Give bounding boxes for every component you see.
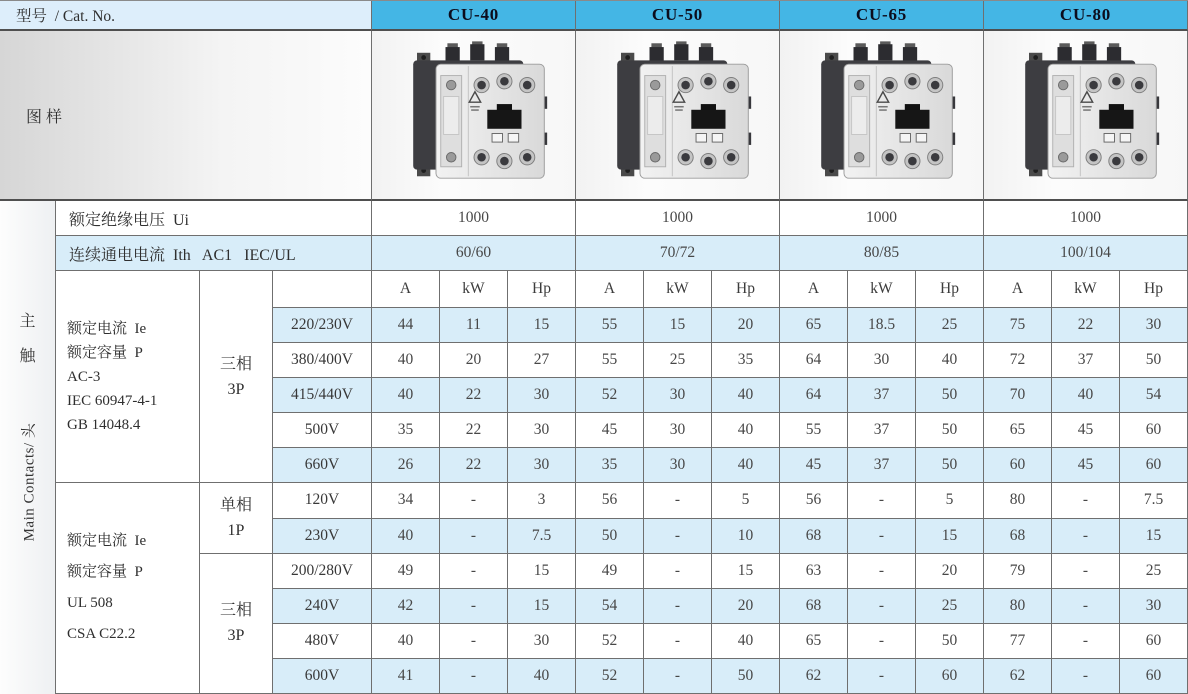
ui-value-cu80: 1000 [984, 201, 1188, 236]
ith-value-cu80: 100/104 [984, 236, 1188, 271]
voltage-label: 415/440V [273, 378, 372, 413]
data-cell: 35 [576, 448, 644, 483]
data-cell: 30 [644, 448, 712, 483]
data-cell: 25 [916, 308, 984, 343]
unit-header: kW [644, 271, 712, 308]
voltage-label: 600V [273, 659, 372, 694]
data-cell: - [1052, 589, 1120, 624]
data-cell: 52 [576, 378, 644, 413]
section-label-line: 额定电流 Ie [67, 533, 147, 550]
phase-cell-3p-ac3 [200, 271, 273, 483]
data-cell: - [440, 554, 508, 589]
data-cell: 20 [440, 343, 508, 378]
data-cell: 34 [372, 483, 440, 518]
phase-name: 三相 [219, 355, 252, 373]
data-cell: 79 [984, 554, 1052, 589]
voltage-label: 380/400V [273, 343, 372, 378]
data-cell: 3 [508, 483, 576, 518]
data-cell: 49 [576, 554, 644, 589]
data-cell: 68 [984, 519, 1052, 554]
data-cell: 50 [1120, 343, 1188, 378]
product-photo-cu50 [576, 31, 780, 201]
section-label-line: 额定容量 P [67, 564, 143, 581]
unit-header: kW [440, 271, 508, 308]
data-cell: 30 [644, 378, 712, 413]
data-cell: 40 [508, 659, 576, 694]
voltage-column-header-empty [273, 271, 372, 308]
data-cell: 60 [984, 448, 1052, 483]
data-cell: 5 [712, 483, 780, 518]
data-cell: - [644, 554, 712, 589]
data-cell: 70 [984, 378, 1052, 413]
data-cell: 20 [916, 554, 984, 589]
data-cell: - [1052, 624, 1120, 659]
data-cell: 22 [1052, 308, 1120, 343]
section-ul-label [56, 483, 200, 694]
data-cell: 26 [372, 448, 440, 483]
unit-header: Hp [916, 271, 984, 308]
voltage-label: 480V [273, 624, 372, 659]
ith-value-cu40: 60/60 [372, 236, 576, 271]
section-label-line: CSA C22.2 [67, 626, 136, 643]
data-cell: 35 [712, 343, 780, 378]
data-cell: 55 [576, 308, 644, 343]
data-cell: - [644, 624, 712, 659]
data-cell: 40 [916, 343, 984, 378]
data-cell: 40 [712, 624, 780, 659]
ui-value-cu65: 1000 [780, 201, 984, 236]
ui-row-label: 额定绝缘电压 Ui [56, 201, 372, 236]
data-cell: 68 [780, 589, 848, 624]
model-header-cu40: CU-40 [372, 1, 576, 31]
data-cell: - [848, 624, 916, 659]
data-cell: 60 [916, 659, 984, 694]
main-contacts-side-label [0, 201, 56, 694]
model-header-cu65: CU-65 [780, 1, 984, 31]
data-cell: 18.5 [848, 308, 916, 343]
section-label-line: GB 14048.4 [67, 416, 141, 433]
data-cell: 22 [440, 448, 508, 483]
data-cell: 40 [372, 378, 440, 413]
contactor-photo-icon [602, 41, 754, 189]
side-char-1: 主 [19, 313, 36, 331]
data-cell: 30 [508, 448, 576, 483]
data-cell: 15 [508, 308, 576, 343]
data-cell: 40 [712, 448, 780, 483]
data-cell: 40 [712, 413, 780, 448]
data-cell: 44 [372, 308, 440, 343]
data-cell: 7.5 [508, 519, 576, 554]
product-photo-cu40 [372, 31, 576, 201]
data-cell: 54 [1120, 378, 1188, 413]
data-cell: 50 [916, 624, 984, 659]
data-cell: - [1052, 483, 1120, 518]
data-cell: 15 [712, 554, 780, 589]
data-cell: 45 [1052, 448, 1120, 483]
phase-poles: 3P [227, 627, 245, 645]
data-cell: - [1052, 554, 1120, 589]
data-cell: 77 [984, 624, 1052, 659]
data-cell: 30 [848, 343, 916, 378]
ith-value-cu50: 70/72 [576, 236, 780, 271]
data-cell: 49 [372, 554, 440, 589]
data-cell: 41 [372, 659, 440, 694]
data-cell: - [848, 519, 916, 554]
data-cell: 22 [440, 378, 508, 413]
ith-value-cu65: 80/85 [780, 236, 984, 271]
section-label-line: AC-3 [67, 368, 101, 385]
unit-header: A [780, 271, 848, 308]
data-cell: 72 [984, 343, 1052, 378]
phase-name: 三相 [219, 602, 252, 620]
voltage-label: 230V [273, 519, 372, 554]
section-label-line: 额定容量 P [67, 344, 143, 361]
data-cell: 54 [576, 589, 644, 624]
side-rotated-text: Main Contacts/ 头 [21, 423, 37, 542]
data-cell: 30 [1120, 589, 1188, 624]
data-cell: 20 [712, 308, 780, 343]
data-cell: - [1052, 659, 1120, 694]
voltage-label: 500V [273, 413, 372, 448]
unit-header: Hp [1120, 271, 1188, 308]
product-photo-cu80 [984, 31, 1188, 201]
unit-header: Hp [712, 271, 780, 308]
data-cell: - [1052, 519, 1120, 554]
data-cell: - [848, 659, 916, 694]
data-cell: - [440, 589, 508, 624]
data-cell: 60 [1120, 448, 1188, 483]
data-cell: 15 [1120, 519, 1188, 554]
data-cell: 40 [372, 624, 440, 659]
data-cell: - [848, 554, 916, 589]
side-rotated-wrap [18, 378, 38, 586]
data-cell: 45 [780, 448, 848, 483]
data-cell: - [644, 519, 712, 554]
data-cell: 15 [508, 554, 576, 589]
unit-header: Hp [508, 271, 576, 308]
data-cell: 25 [644, 343, 712, 378]
product-photo-cu65 [780, 31, 984, 201]
data-cell: 15 [916, 519, 984, 554]
contactor-photo-icon [806, 41, 958, 189]
unit-header: kW [1052, 271, 1120, 308]
data-cell: 25 [916, 589, 984, 624]
picture-row-label: 图 样 [0, 31, 372, 201]
unit-header: A [984, 271, 1052, 308]
data-cell: 50 [712, 659, 780, 694]
data-cell: 45 [576, 413, 644, 448]
data-cell: 63 [780, 554, 848, 589]
model-header-cu80: CU-80 [984, 1, 1188, 31]
data-cell: 80 [984, 483, 1052, 518]
data-cell: 55 [780, 413, 848, 448]
data-cell: - [440, 624, 508, 659]
side-char-2: 触 [19, 348, 36, 366]
data-cell: 22 [440, 413, 508, 448]
data-cell: 50 [916, 448, 984, 483]
data-cell: - [644, 483, 712, 518]
data-cell: 30 [508, 624, 576, 659]
unit-header: kW [848, 271, 916, 308]
ith-row-label: 连续通电电流 Ith AC1 IEC/UL [56, 236, 372, 271]
phase-poles: 3P [227, 380, 245, 398]
phase-name: 单相 [219, 497, 252, 515]
data-cell: 40 [372, 519, 440, 554]
data-cell: 10 [712, 519, 780, 554]
voltage-label: 240V [273, 589, 372, 624]
data-cell: - [440, 519, 508, 554]
section-label-line: IEC 60947-4-1 [67, 392, 158, 409]
data-cell: 56 [576, 483, 644, 518]
catno-header: 型号 / Cat. No. [0, 1, 372, 31]
section-label-line: UL 508 [67, 595, 113, 612]
data-cell: 30 [644, 413, 712, 448]
data-cell: 55 [576, 343, 644, 378]
data-cell: 80 [984, 589, 1052, 624]
contactor-photo-icon [1010, 41, 1162, 189]
data-cell: 56 [780, 483, 848, 518]
data-cell: 15 [508, 589, 576, 624]
data-cell: 15 [644, 308, 712, 343]
data-cell: 65 [780, 624, 848, 659]
data-cell: 35 [372, 413, 440, 448]
data-cell: 52 [576, 659, 644, 694]
ui-value-cu40: 1000 [372, 201, 576, 236]
data-cell: 30 [508, 413, 576, 448]
data-cell: 60 [1120, 624, 1188, 659]
data-cell: 11 [440, 308, 508, 343]
voltage-label: 120V [273, 483, 372, 518]
data-cell: 50 [576, 519, 644, 554]
data-cell: 5 [916, 483, 984, 518]
data-cell: 30 [1120, 308, 1188, 343]
phase-poles: 1P [227, 522, 245, 540]
voltage-label: 660V [273, 448, 372, 483]
data-cell: 50 [916, 378, 984, 413]
section-label-line: 额定电流 Ie [67, 320, 147, 337]
data-cell: 37 [848, 378, 916, 413]
data-cell: 27 [508, 343, 576, 378]
data-cell: 40 [1052, 378, 1120, 413]
data-cell: 62 [984, 659, 1052, 694]
data-cell: 50 [916, 413, 984, 448]
data-cell: 65 [780, 308, 848, 343]
data-cell: - [644, 659, 712, 694]
data-cell: - [644, 589, 712, 624]
data-cell: 40 [712, 378, 780, 413]
unit-header: A [576, 271, 644, 308]
data-cell: - [440, 659, 508, 694]
data-cell: 37 [848, 448, 916, 483]
ui-value-cu50: 1000 [576, 201, 780, 236]
data-cell: 60 [1120, 413, 1188, 448]
data-cell: 20 [712, 589, 780, 624]
data-cell: 42 [372, 589, 440, 624]
model-header-cu50: CU-50 [576, 1, 780, 31]
data-cell: 7.5 [1120, 483, 1188, 518]
unit-header: A [372, 271, 440, 308]
voltage-label: 220/230V [273, 308, 372, 343]
data-cell: 52 [576, 624, 644, 659]
data-cell: - [440, 483, 508, 518]
data-cell: 60 [1120, 659, 1188, 694]
data-cell: 37 [1052, 343, 1120, 378]
phase-cell-1p-ul [200, 483, 273, 553]
phase-cell-3p-ul [200, 554, 273, 694]
data-cell: 25 [1120, 554, 1188, 589]
data-cell: 62 [780, 659, 848, 694]
data-cell: 40 [372, 343, 440, 378]
data-cell: - [848, 589, 916, 624]
data-cell: 65 [984, 413, 1052, 448]
data-cell: 30 [508, 378, 576, 413]
voltage-label: 200/280V [273, 554, 372, 589]
data-cell: 64 [780, 378, 848, 413]
data-cell: 64 [780, 343, 848, 378]
data-cell: 75 [984, 308, 1052, 343]
data-cell: 37 [848, 413, 916, 448]
data-cell: 68 [780, 519, 848, 554]
section-ac3-label [56, 271, 200, 483]
data-cell: - [848, 483, 916, 518]
contactor-photo-icon [398, 41, 550, 189]
data-cell: 45 [1052, 413, 1120, 448]
